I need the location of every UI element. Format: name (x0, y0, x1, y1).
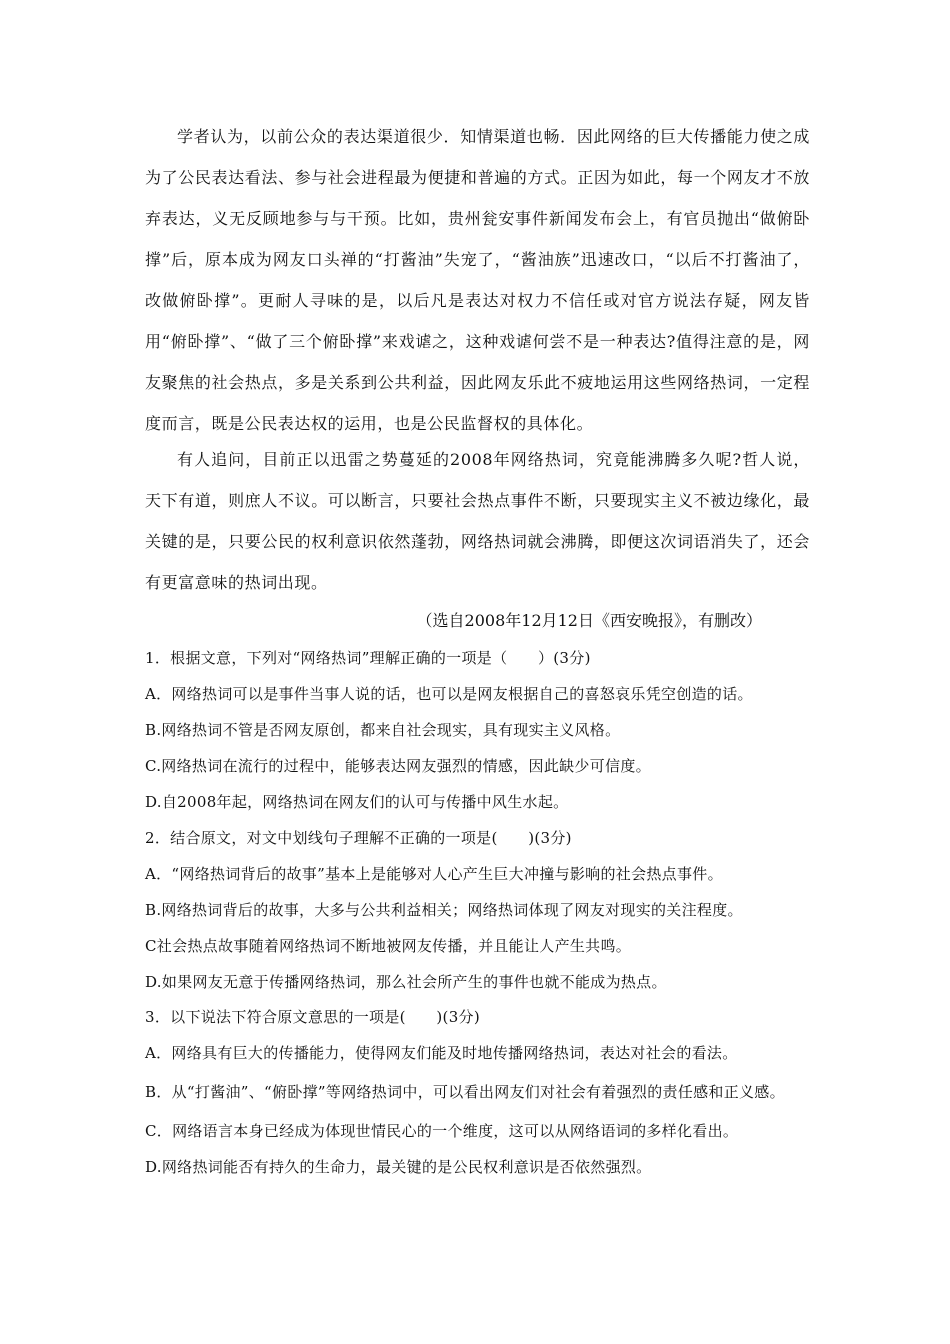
option-a: A．网络具有巨大的传播能力，使得网友们能及时地传播网络热词，表达对社会的看法。 (145, 1044, 738, 1062)
option-b: B．从“打酱油”、“俯卧撑”等网络热词中，可以看出网友们对社会有着强烈的责任感和正义感。 (145, 1083, 785, 1101)
passage-paragraph-2: 有人追问，目前正以迅雷之势蔓延的2008年网络热词，究竟能沸腾多久呢?哲人说，天下有道，则庶人不议。可以断言，只要社会热点事件不断，只要现实主义不被边缘化，最关键的是，只要公民的权利意识依然蓬勃，网络热词就会沸腾，即便这次词语消失了，还会有更富意味的热词出现。 (145, 450, 810, 592)
option-d: D.网络热词能否有持久的生命力，最关键的是公民权利意识是否依然强烈。 (145, 1158, 652, 1176)
option-a: A．网络热词可以是事件当事人说的话，也可以是网友根据自己的喜怒哀乐凭空创造的话。 (145, 685, 753, 703)
passage-paragraph-1: 学者认为，以前公众的表达渠道很少．知情渠道也畅．因此网络的巨大传播能力使之成为了公民表达看法、参与社会进程最为便捷和普遍的方式。正因为如此，每一个网友才不放弃表达，义无反顾地参与与干预。比如，贵州瓮安事件新闻发布会上，有官员抛出“做俯卧撑”后，原本成为网友口头禅的“打酱油”失宠了，“酱油族”迅速改口，“以后不打酱油了，改做俯卧撑”。更耐人寻味的是，以后凡是表达对权力不信任或对官方说法存疑，网友皆用“俯卧撑”、“做了三个俯卧撑”来戏谑之，这种戏谑何尝不是一种表达?值得注意的是，网友聚焦的社会热点，多是关系到公共利益，因此网友乐此不疲地运用这些网络热词，一定程度而言，既是公民表达权的运用，也是公民监督权的具体化。 (145, 127, 810, 433)
option-a: A．“网络热词背后的故事”基本上是能够对人心产生巨大冲撞与影响的社会热点事件。 (145, 865, 723, 883)
option-c: C社会热点故事随着网络热词不断地被网友传播，并且能让人产生共鸣。 (145, 937, 632, 955)
question-stem: 3．以下说法下符合原文意思的一项是( )(3分) (145, 1008, 480, 1026)
question-1 (145, 640, 825, 820)
option-d: D.自2008年起，网络热词在网友们的认可与传播中风生水起。 (145, 793, 569, 811)
question-stem: 1．根据文意，下列对“网络热词”理解正确的一项是（ ）(3分) (145, 649, 591, 667)
question-3 (145, 999, 825, 1185)
option-c: C．网络语言本身已经成为体现世情民心的一个维度，这可以从网络语词的多样化看出。 (145, 1122, 739, 1140)
source-citation: （选自2008年12月12日《西安晚报》，有删改） (416, 611, 762, 630)
option-d: D.如果网友无意于传播网络热词，那么社会所产生的事件也就不能成为热点。 (145, 973, 667, 991)
option-b: B.网络热词不管是否网友原创，都来自社会现实，具有现实主义风格。 (145, 721, 621, 739)
option-b: B.网络热词背后的故事，大多与公共利益相关；网络热词体现了网友对现实的关注程度。 (145, 901, 743, 919)
option-c: C.网络热词在流行的过程中，能够表达网友强烈的情感，因此缺少可信度。 (145, 757, 651, 775)
question-stem: 2．结合原文，对文中划线句子理解不正确的一项是( )(3分) (145, 829, 572, 847)
question-2 (145, 820, 825, 1000)
